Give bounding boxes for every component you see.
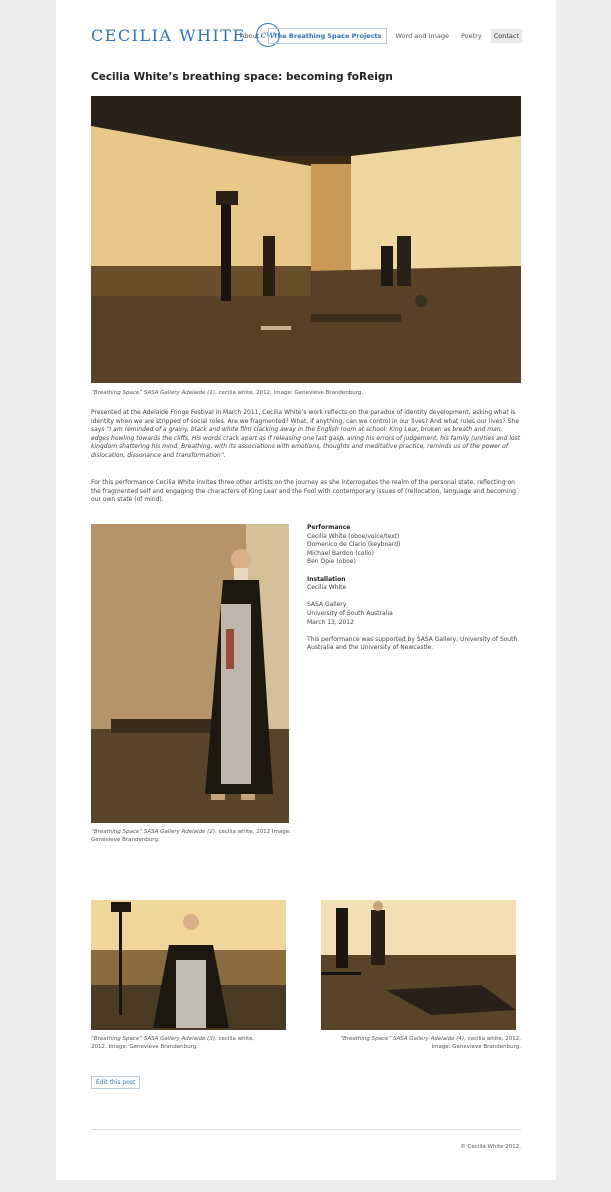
logo-mark-icon: cw	[256, 23, 280, 47]
photo-performer-portrait[interactable]	[91, 524, 289, 823]
footer-copyright: © Cecilia White 2012.	[460, 1144, 521, 1150]
caption-4-credit: , cecilia white, 2012. Image: Genevieve Brandenburg.	[431, 1036, 521, 1050]
photo-musicians-floor[interactable]	[321, 900, 516, 1030]
photo-performer-seated[interactable]	[91, 900, 286, 1030]
photo-musicians-floor-image	[321, 900, 516, 1030]
installation-block	[307, 576, 521, 593]
performer-1: Cecilia White (oboe/voice/text)	[307, 532, 400, 540]
photo-performance-wide-image	[91, 96, 521, 383]
photo-caption-2	[91, 828, 296, 844]
installation-artist: Cecilia White	[307, 584, 347, 592]
performance-credits	[307, 524, 521, 662]
nav-about[interactable]: About	[239, 32, 260, 40]
performance-paragraph: For this performance Cecilia White invites three other artists on the journey as she interrogates the realm of the personal state, reflecting on the fragmented self and engaging the characters of King Lear and the Fool with contemporary issues of (re)location, language and becoming our own state (of mind).	[91, 479, 516, 504]
edit-post-button[interactable]: Edit this post	[91, 1076, 140, 1089]
intro-paragraph	[91, 409, 521, 461]
caption-1-credit: , cecilia white, 2012. Image: Genevieve Brandenburg.	[214, 390, 364, 396]
venue-date: March 13, 2012	[307, 618, 354, 626]
page-container	[56, 0, 556, 1180]
caption-3-credit: , cecilia white, 2012. Image: Genevieve Brandenburg.	[91, 1036, 255, 1050]
performer-4: Ben Opie (oboe)	[307, 558, 356, 566]
intro-quote: “I am reminded of a grainy, black and white film clacking away in the English room at school: King Lear, broken as breath and man, edges howling towards the cliffs. His words crack apart as if releasing one last gasp, airing his errors of judgement, his family (un)ties and lost kingdom shattering his mind. Breathing, with its associations with emotions, thoughts and meditative practice, reminds us of the power of dislocation, dissonance and transformation”.	[91, 426, 521, 459]
nav-word-and-image[interactable]: Word and Image	[395, 32, 449, 40]
performer-3: Michael Bardon (cello)	[307, 549, 374, 557]
installation-heading: Installation	[307, 575, 346, 583]
caption-4-title: “Breathing Space” SASA Gallery Adelaide (4)	[340, 1036, 465, 1042]
venue-university: University of South Australia	[307, 609, 393, 617]
photo-caption-3	[91, 1035, 266, 1051]
footer-divider	[91, 1129, 521, 1130]
intro-text: Presented at the Adelaide Fringe Festival in March 2011, Cecilia White’s work reflects on the paradox of identity development, asking what is identity when we are stripped of social roles. Are we fragmented? What, if anything, can we control in our lives? And what rules our lives? She says	[91, 409, 519, 434]
main-nav	[237, 28, 522, 44]
caption-1-title: “Breathing Space” SASA Gallery Adelaide (1)	[91, 390, 215, 396]
nav-contact[interactable]: Contact	[491, 29, 522, 43]
caption-3-title: “Breathing Space” SASA Gallery Adelaide (3)	[91, 1036, 215, 1042]
caption-2-credit: , cecilia white, 2012 Image: Genevieve Brandenburg.	[91, 829, 291, 843]
photo-performance-wide[interactable]	[91, 96, 521, 383]
post-title: Cecilia White’s breathing space: becoming foReign	[91, 71, 393, 83]
venue-block	[307, 601, 521, 627]
photo-caption-4	[321, 1035, 521, 1051]
nav-poetry[interactable]: Poetry	[460, 32, 482, 40]
photo-performer-portrait-image	[91, 524, 289, 823]
caption-2-title: “Breathing Space” SASA Gallery Adelaide (2)	[91, 829, 215, 835]
performance-block	[307, 524, 521, 567]
performance-heading: Performance	[307, 524, 351, 531]
venue-name: SASA Gallery	[307, 601, 347, 609]
photo-caption-1	[91, 389, 521, 397]
performer-2: Domenico de Clario (keyboard)	[307, 541, 401, 549]
support-note: This performance was supported by SASA Gallery, University of South Australia and the University of Newcastle.	[307, 635, 518, 652]
logo-text: CECILIA WHITE	[91, 25, 246, 45]
nav-breathing-space-projects[interactable]: The Breathing Space Projects	[268, 28, 386, 44]
photo-performer-seated-image	[91, 900, 286, 1030]
